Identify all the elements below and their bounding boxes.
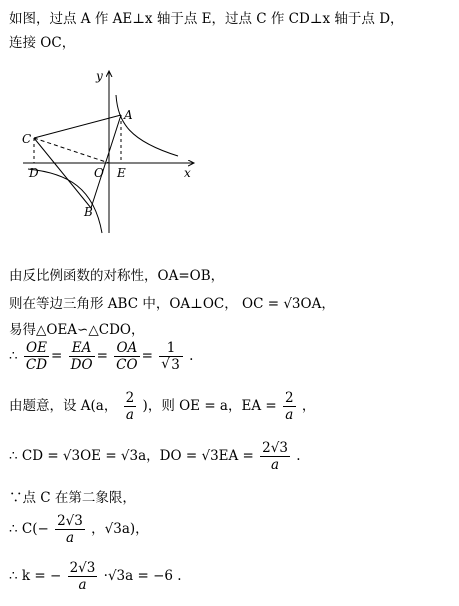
label-C: C [22,132,32,146]
ratio-fraction-1: $\frac{OE}{CD}$ [25,340,48,373]
c-x-fraction: $\frac{2√3}{a}$ [57,513,83,546]
solution-line-3: 易得△OEA∽△CDO， [9,322,145,338]
segment-CB [34,138,91,208]
segment-AB [91,115,121,208]
solution-line-4: ∴ $\frac{OE}{CD}$ = $\frac{EA}{DO}$ = $\frac{OA}{CO}$ = 1 √ 3 . [9,341,193,372]
geometry-figure [18,63,208,241]
therefore-symbol: ∴ [9,348,18,364]
k-fraction: $\frac{2√3}{a}$ [69,560,96,593]
label-x: x [184,166,191,180]
solution-line-2: 则在等边三角形 ABC 中，OA⊥OC， OC = √3OA， [9,296,335,312]
label-D: D [29,166,39,180]
intro-line-2: 连接 OC， [9,35,76,51]
solution-line-9: ∴ k = − $\frac{2√3}{a}$ ·√3a = −6 . [9,560,182,593]
solution-line-6: ∴ CD = √3OE = √3a，DO = √3EA = $\frac{2√3}{a}$ . [9,440,301,473]
segment-OC-dashed [34,138,109,163]
label-A: A [124,108,133,122]
ratio-fraction-4: 1 √ 3 [159,341,183,372]
solution-line-7: ∵点 C 在第二象限， [9,490,136,506]
solution-line-1: 由反比例函数的对称性，OA=OB， [9,268,225,284]
label-E: E [117,166,126,180]
label-y: y [96,69,103,83]
y-coordinate-fraction: $\frac{2}{a}$ [125,390,135,423]
solution-line-8: ∴ C(− $\frac{2√3}{a}$ ，√3a)， [9,513,149,546]
label-B: B [84,205,93,219]
hyperbola-branch-first-quadrant [116,95,178,156]
label-O: O [94,166,104,180]
solution-line-5: 由题意，设 A(a， $\frac{2}{a}$ )，则 OE = a，EA = $\frac{2}{a}$ ， [9,390,316,423]
do-fraction: $\frac{2√3}{a}$ [262,440,288,473]
hyperbola-branch-third-quadrant [28,169,102,233]
ratio-fraction-2: $\frac{EA}{DO}$ [70,340,93,373]
ratio-fraction-3: $\frac{OA}{CO}$ [116,340,138,373]
ea-fraction: $\frac{2}{a}$ [284,390,294,423]
segment-CA [34,115,121,138]
intro-line-1: 如图，过点 A 作 AE⊥x 轴于点 E，过点 C 作 CD⊥x 轴于点 D， [9,11,404,27]
